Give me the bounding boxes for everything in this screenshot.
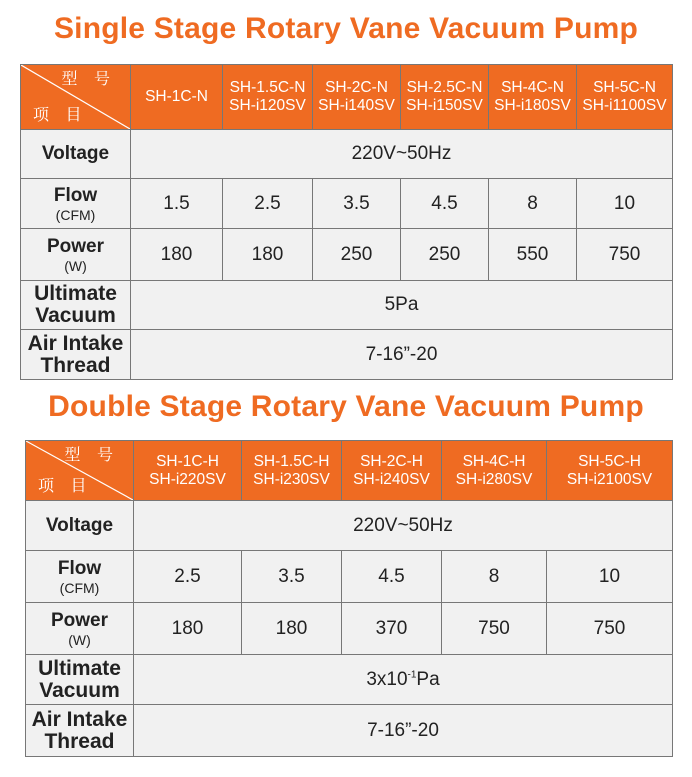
model-cell: SH-1.5C-H SH-i230SV — [242, 441, 342, 501]
ultimate-vacuum-label: Ultimate Vacuum — [21, 281, 131, 330]
header-corner-cell — [26, 441, 134, 501]
single-stage-spec-table — [20, 64, 673, 380]
thread-row — [21, 330, 673, 380]
item-label: 项 目 — [38, 478, 93, 495]
model-cell: SH-1C-N — [131, 65, 223, 130]
ultimate-vacuum-label: Ultimate Vacuum — [26, 655, 134, 705]
voltage-value: 220V~50Hz — [131, 130, 673, 179]
power-value: 750 — [577, 229, 673, 281]
power-label: Power (W) — [21, 229, 131, 281]
power-value: 250 — [401, 229, 489, 281]
model-cell: SH-1C-H SH-i220SV — [134, 441, 242, 501]
power-value: 750 — [547, 603, 673, 655]
model-cell: SH-1.5C-N SH-i120SV — [223, 65, 313, 130]
voltage-label: Voltage — [21, 130, 131, 179]
header-corner-cell — [21, 65, 131, 130]
power-value: 250 — [313, 229, 401, 281]
ultimate-vacuum-value: 5Pa — [131, 281, 673, 330]
flow-value: 4.5 — [401, 179, 489, 229]
power-label: Power (W) — [26, 603, 134, 655]
flow-label: Flow (CFM) — [21, 179, 131, 229]
header-row — [26, 441, 673, 501]
vacuum-row — [26, 655, 673, 705]
voltage-row — [21, 130, 673, 179]
single-stage-title: Single Stage Rotary Vane Vacuum Pump — [53, 12, 639, 45]
flow-value: 4.5 — [342, 551, 442, 603]
double-stage-title: Double Stage Rotary Vane Vacuum Pump — [48, 390, 644, 423]
flow-value: 8 — [442, 551, 547, 603]
air-intake-thread-value: 7-16”-20 — [131, 330, 673, 380]
vacuum-row — [21, 281, 673, 330]
model-cell: SH-4C-H SH-i280SV — [442, 441, 547, 501]
model-cell: SH-5C-H SH-i2100SV — [547, 441, 673, 501]
flow-value: 3.5 — [313, 179, 401, 229]
power-value: 550 — [489, 229, 577, 281]
flow-value: 2.5 — [223, 179, 313, 229]
thread-row — [26, 705, 673, 757]
voltage-label: Voltage — [26, 501, 134, 551]
flow-value: 3.5 — [242, 551, 342, 603]
model-cell: SH-4C-N SH-i180SV — [489, 65, 577, 130]
voltage-row — [26, 501, 673, 551]
power-value: 180 — [131, 229, 223, 281]
flow-value: 8 — [489, 179, 577, 229]
voltage-value: 220V~50Hz — [134, 501, 673, 551]
flow-value: 2.5 — [134, 551, 242, 603]
flow-value: 10 — [547, 551, 673, 603]
double-stage-spec-table — [25, 440, 673, 757]
power-row — [26, 603, 673, 655]
power-value: 180 — [134, 603, 242, 655]
model-label: 型 号 — [64, 447, 119, 464]
flow-label: Flow (CFM) — [26, 551, 134, 603]
item-label: 项 目 — [33, 107, 88, 124]
power-value: 370 — [342, 603, 442, 655]
model-cell: SH-2C-N SH-i140SV — [313, 65, 401, 130]
power-value: 180 — [223, 229, 313, 281]
header-row — [21, 65, 673, 130]
model-cell: SH-5C-N SH-i1100SV — [577, 65, 673, 130]
air-intake-thread-label: Air Intake Thread — [21, 330, 131, 380]
air-intake-thread-label: Air Intake Thread — [26, 705, 134, 757]
model-cell: SH-2C-H SH-i240SV — [342, 441, 442, 501]
flow-row — [21, 179, 673, 229]
flow-row — [26, 551, 673, 603]
flow-value: 1.5 — [131, 179, 223, 229]
power-value: 180 — [242, 603, 342, 655]
power-value: 750 — [442, 603, 547, 655]
air-intake-thread-value: 7-16”-20 — [134, 705, 673, 757]
ultimate-vacuum-value: $3x10^{-1}Pa$ — [134, 655, 673, 705]
power-row — [21, 229, 673, 281]
model-label: 型 号 — [61, 71, 116, 88]
flow-value: 10 — [577, 179, 673, 229]
model-cell: SH-2.5C-N SH-i150SV — [401, 65, 489, 130]
